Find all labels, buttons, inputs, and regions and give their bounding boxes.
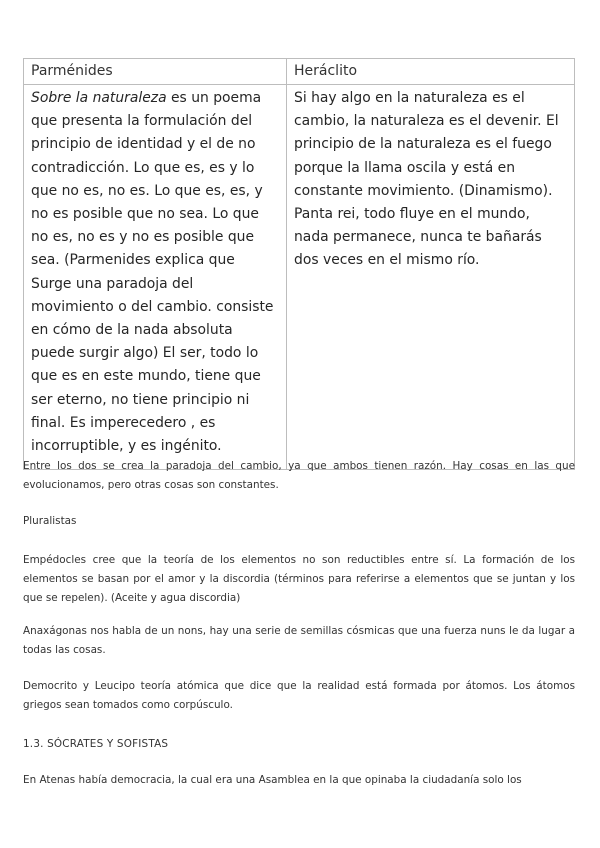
header-parmenides: Parménides: [24, 59, 287, 85]
paragraph-anaxagoras: Anaxágonas nos habla de un nons, hay una serie de semillas cósmicas que una fuerza nuns le da lugar a todas las cosas.: [23, 625, 575, 656]
heraclito-text: Si hay algo en la naturaleza es el cambio, la naturaleza es el devenir. El principio de la naturaleza es el fuego porque la llama oscila y está en constante movimiento. (Dinamismo). Panta rei, todo fluye en el mundo, nada permanece, nunca te bañarás dos veces en el mismo río.: [294, 90, 559, 269]
table-row: [24, 85, 575, 470]
work-title: Sobre la naturaleza: [31, 90, 167, 106]
cell-parmenides: [24, 85, 287, 470]
table-header-row: [24, 59, 575, 85]
cell-heraclito: [287, 85, 575, 470]
comparison-table: [23, 58, 575, 470]
paragraph-empedocles: Empédocles cree que la teoría de los elementos no son reductibles entre sí. La formación de los elementos se basan por el amor y la discordia (términos para referirse a elementos que se juntan y los que se repelen). (Aceite y agua discordia): [23, 554, 575, 604]
section-heading-socrates: 1.3. SÓCRATES Y SOFISTAS: [23, 738, 169, 750]
header-heraclito: Heráclito: [287, 59, 575, 85]
heading-pluralistas: Pluralistas: [23, 515, 77, 527]
paragraph-atenas: En Atenas había democracia, la cual era una Asamblea en la que opinaba la ciudadanía solo los: [23, 774, 522, 786]
paragraph-democrito: Democrito y Leucipo teoría atómica que dice que la realidad está formada por átomos. Los átomos griegos sean tomados como corpúsculo.: [23, 680, 575, 711]
parmenides-text: es un poema que presenta la formulación del principio de identidad y el de no contradicción. Lo que es, es y lo que no es, no es. Lo que es, es, y no es posible que no sea. Lo que no es, no es y no es posible que sea. (Parmenides explica que Surge una paradoja del movimiento o del cambio. consiste en cómo de la nada absoluta puede surgir algo) El ser, todo lo que es en este mundo, tiene que ser eterno, no tiene principio ni final. Es imperecedero , es incorruptible, y es ingénito.: [31, 90, 274, 455]
paragraph-paradox: Entre los dos se crea la paradoja del cambio, ya que ambos tienen razón. Hay cosas en las que evolucionamos, pero otras cosas son constantes.: [23, 460, 575, 491]
